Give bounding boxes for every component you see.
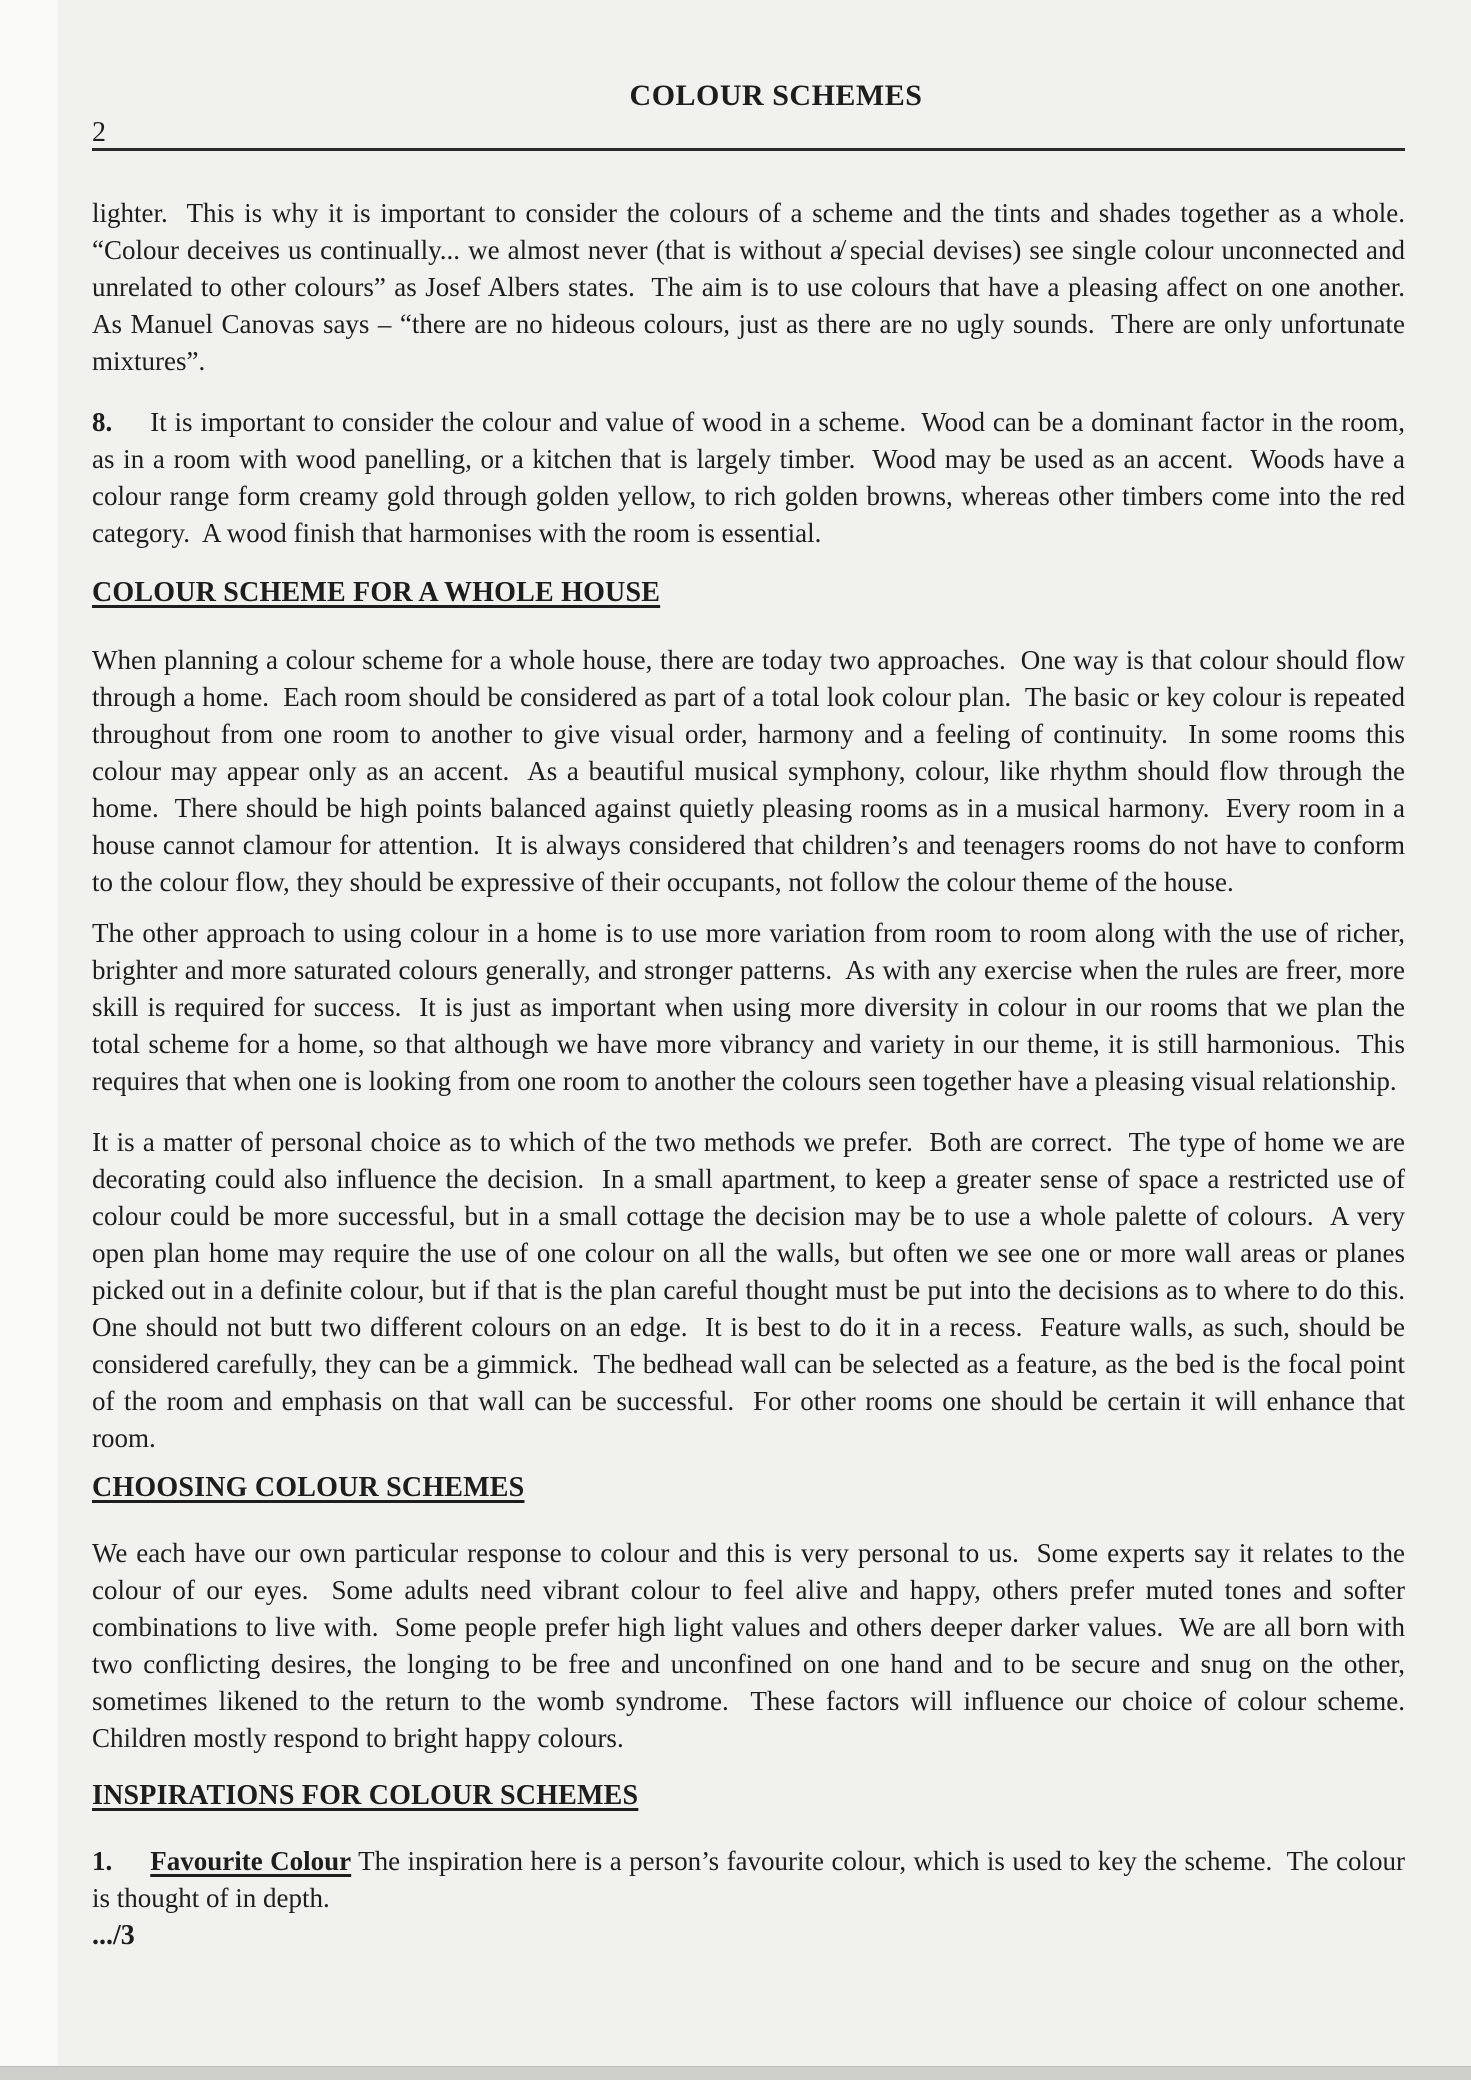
paragraph-intro: lighter. This is why it is important to consider the colours of a scheme and the tints and shades together as a whole. “Colour deceives us continually... we almost never (that is without a̸ special devises) see single colour unconnected and unrelated to other colours” as Josef Albers states. The aim is to use colours that have a pleasing affect on one another. As Manuel Canovas says – “there are no hideous colours, just as there are no ugly sounds. There are only unfortunate mixtures”. <box>92 198 1419 376</box>
page-number-rule <box>92 118 1405 151</box>
page-footer: .../3 <box>92 1920 135 1951</box>
heading-whole-house: COLOUR SCHEME FOR A WHOLE HOUSE <box>92 577 661 608</box>
heading-choosing-schemes: CHOOSING COLOUR SCHEMES <box>92 1472 525 1503</box>
paragraph-8 <box>92 404 1412 552</box>
paragraph-other-approach: The other approach to using colour in a home is to use more variation from room to room along with the use of richer, brighter and more saturated colours generally, and stronger patterns. As with any exercise when the rules are freer, more skill is required for success. It is just as important when using more diversity in colour in our rooms that we plan the total scheme for a home, so that although we have more vibrancy and variety in our theme, it is still harmonious. This requires that when one is looking from one room to another the colours seen together have a pleasing visual relationship. <box>92 918 1412 1096</box>
heading-inspirations: INSPIRATIONS FOR COLOUR SCHEMES <box>92 1780 639 1811</box>
scan-bottom-edge <box>0 2066 1471 2080</box>
item-1-number: 1. <box>92 1846 113 1876</box>
document-title: COLOUR SCHEMES <box>629 79 923 112</box>
item-1-text: The inspiration here is a person’s favourite colour, which is used to key the scheme. The colour is thought of in depth. <box>92 1846 1412 1913</box>
paragraph-we-each: We each have our own particular response to colour and this is very personal to us. Some experts say it relates to the colour of our eyes. Some adults need vibrant colour to feel alive and happy, others prefer muted tones and softer combinations to live with. Some people prefer high light values and others deeper darker values. We are all born with two conflicting desires, the longing to be free and unconfined on one hand and to be secure and snug on the other, sometimes likened to the return to the womb syndrome. These factors will influence our choice of colour scheme. Children mostly respond to bright happy colours. <box>92 1538 1419 1753</box>
item-1-label: Favourite Colour <box>150 1846 352 1876</box>
item-favourite-colour <box>92 1843 1412 1917</box>
page-number: 2 <box>92 117 106 148</box>
paragraph-8-text: It is important to consider the colour and value of wood in a scheme. Wood can be a dominant factor in the room, as in a room with wood panelling, or a kitchen that is largely timber. Wood may be used as an accent. Woods have a colour range form creamy gold through golden yellow, to rich golden browns, whereas other timbers come into the red category. A wood finish that harmonises with the room is essential. <box>92 407 1412 548</box>
paragraph-8-number: 8. <box>92 407 113 437</box>
paragraph-when-planning: When planning a colour scheme for a whole house, there are today two approaches. One way is that colour should flow through a home. Each room should be considered as part of a total look colour plan. The basic or key colour is repeated throughout from one room to another to give visual order, harmony and a feeling of continuity. In some rooms this colour may appear only as an accent. As a beautiful musical symphony, colour, like rhythm should flow through the home. There should be high points balanced against quietly pleasing rooms as in a musical harmony. Every room in a house cannot clamour for attention. It is always considered that children’s and teenagers rooms do not have to conform to the colour flow, they should be expressive of their occupants, not follow the colour theme of the house. <box>92 645 1412 897</box>
paragraph-personal-choice: It is a matter of personal choice as to which of the two methods we prefer. Both are correct. The type of home we are decorating could also influence the decision. In a small apartment, to keep a greater sense of space a restricted use of colour could be more successful, but in a small cottage the decision may be to use a whole palette of colours. A very open plan home may require the use of one colour on all the walls, but often we see one or more wall areas or planes picked out in a definite colour, but if that is the plan careful thought must be put into the decisions as to where to do this. One should not butt two different colours on an edge. It is best to do it in a recess. Feature walls, as such, should be considered carefully, they can be a gimmick. The bedhead wall can be selected as a feature, as the bed is the focal point of the room and emphasis on that wall can be successful. For other rooms one should be certain it will enhance that room. <box>92 1127 1419 1453</box>
